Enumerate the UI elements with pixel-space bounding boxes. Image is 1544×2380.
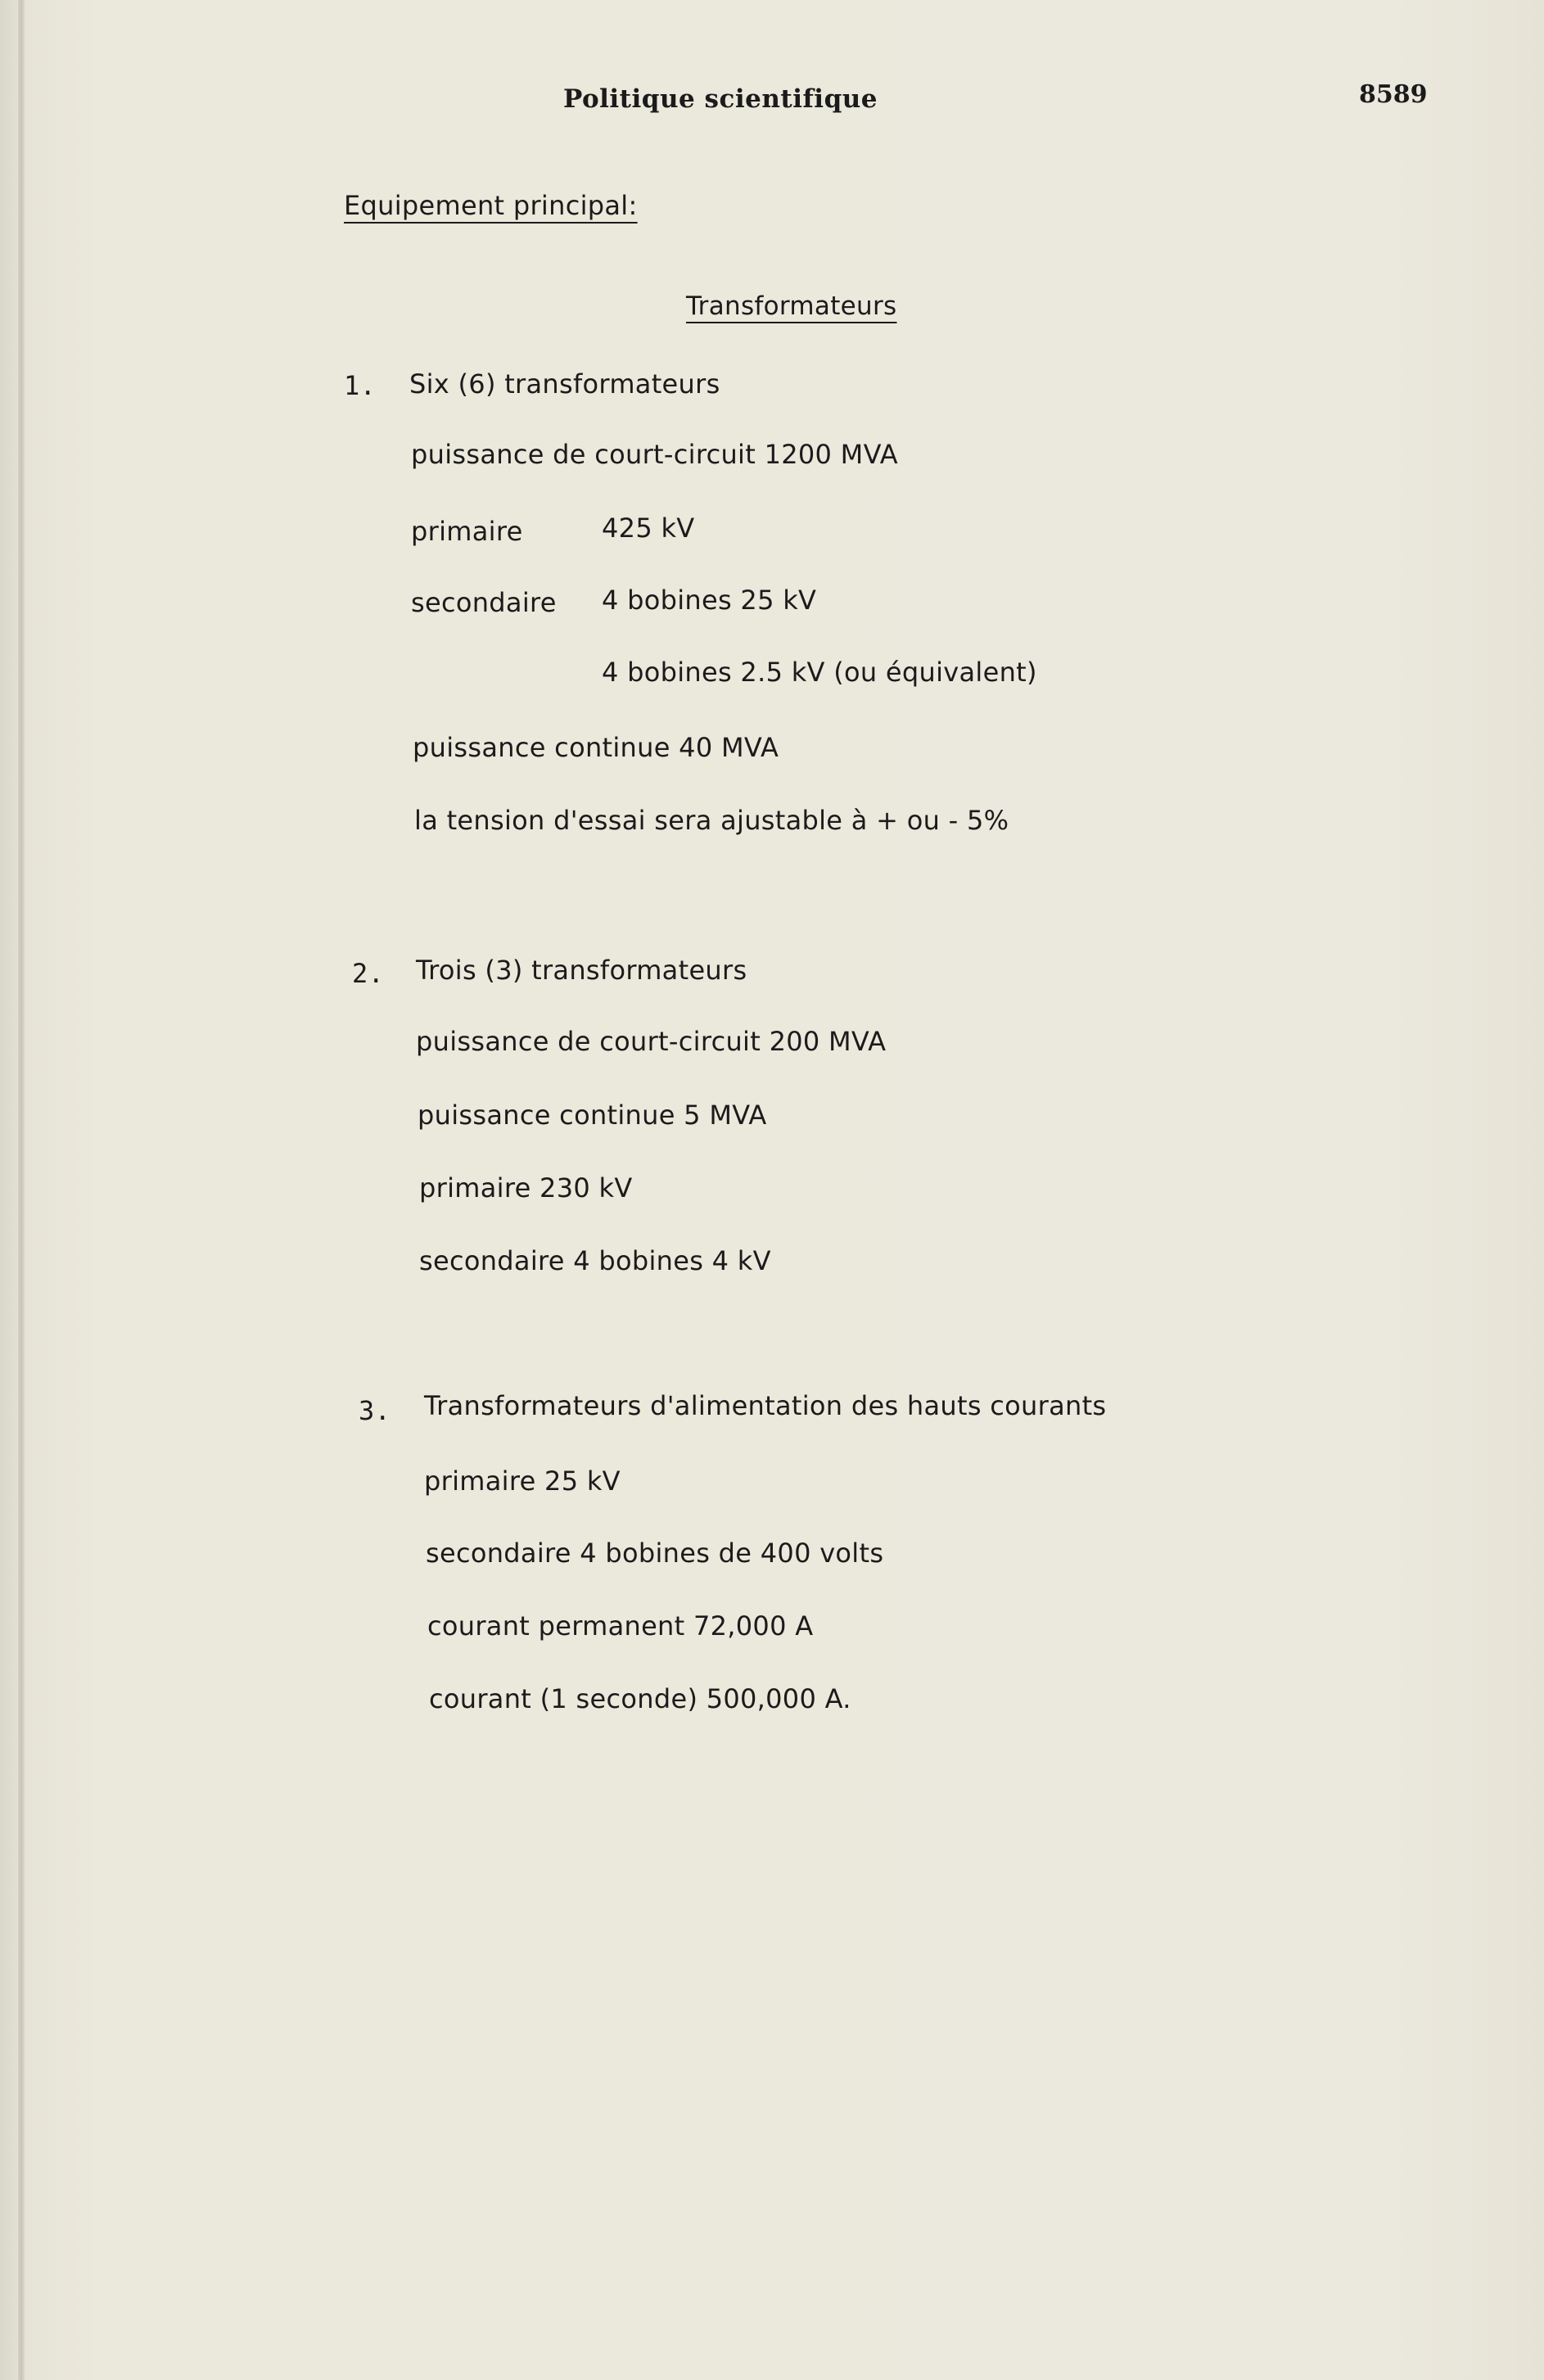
page-number: 8589	[1359, 80, 1428, 109]
item-number: 1.	[344, 370, 377, 401]
item-line-value: 4 bobines 2.5 kV (ou équivalent)	[602, 657, 1037, 688]
item-line: primaire 25 kV	[424, 1465, 621, 1497]
item-line: courant (1 seconde) 500,000 A.	[429, 1683, 851, 1714]
item-line: puissance de court-circuit 1200 MVA	[411, 439, 898, 470]
subsection-heading: Transformateurs	[686, 291, 897, 321]
item-line: puissance continue 40 MVA	[413, 732, 779, 763]
item-line: la tension d'essai sera ajustable à + ou - 5%	[414, 805, 1009, 836]
item-line-value: 4 bobines 25 kV	[602, 585, 817, 616]
item-line: courant permanent 72,000 A	[427, 1610, 814, 1642]
running-header-title: Politique scientifique	[562, 84, 878, 114]
item-title: Six (6) transformateurs	[409, 368, 720, 400]
item-line-label: primaire	[411, 516, 523, 547]
book-spine-shadow	[18, 0, 25, 2380]
item-title: Trois (3) transformateurs	[416, 955, 747, 986]
item-line: puissance de court-circuit 200 MVA	[416, 1026, 887, 1057]
item-line: secondaire 4 bobines de 400 volts	[426, 1538, 884, 1569]
item-line-label: secondaire	[411, 587, 557, 618]
item-line: puissance continue 5 MVA	[418, 1100, 767, 1131]
item-line: primaire 230 kV	[419, 1172, 633, 1204]
item-title: Transformateurs d'alimentation des hauts courants	[424, 1390, 1107, 1421]
item-line: secondaire 4 bobines 4 kV	[419, 1245, 771, 1276]
item-number: 2.	[352, 958, 385, 989]
item-number: 3.	[359, 1395, 391, 1426]
item-line-value: 425 kV	[602, 513, 695, 544]
section-heading: Equipement principal:	[344, 190, 638, 221]
